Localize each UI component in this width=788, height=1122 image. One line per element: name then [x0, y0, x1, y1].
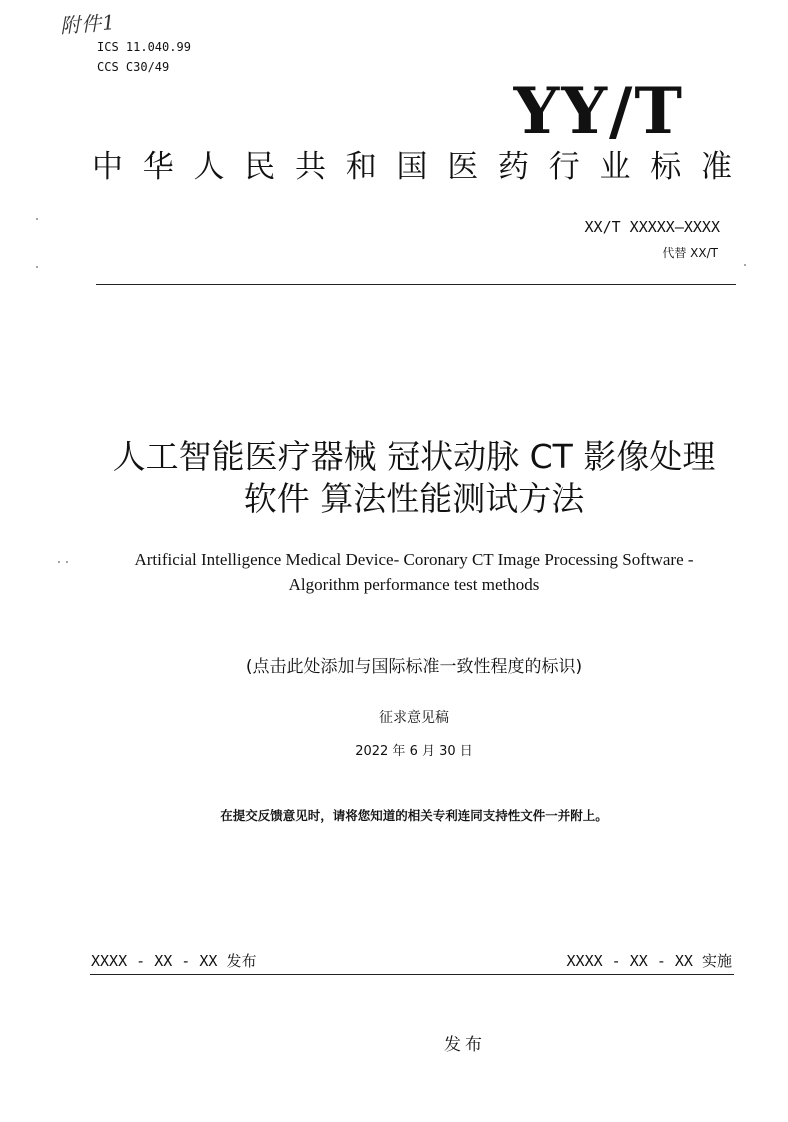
scan-speck [744, 264, 746, 266]
standard-name-char: 人 [193, 149, 225, 185]
standard-name-char: 标 [650, 149, 682, 185]
standard-name-char: 中 [92, 149, 123, 185]
scan-speck [66, 561, 68, 563]
issue-date: XXXX - XX - XX 发布 [91, 952, 257, 970]
ics-code: ICS 11.040.99 [97, 40, 191, 54]
header-divider [96, 284, 736, 285]
standard-name-char: 药 [498, 149, 529, 185]
standard-name-char: 准 [701, 149, 732, 185]
draft-status: 征求意见稿 [379, 710, 449, 726]
standard-code: XX/T XXXXX—XXXX [584, 218, 720, 236]
standard-name-char: 华 [142, 149, 174, 185]
scan-speck [58, 561, 60, 563]
conformance-placeholder[interactable]: (点击此处添加与国际标准一致性程度的标识) [245, 657, 583, 677]
standard-brand: YY/T [513, 74, 684, 149]
standard-name-char: 业 [599, 149, 631, 185]
publisher: 发布 [444, 1035, 486, 1055]
standard-name-char: 和 [345, 149, 377, 185]
standard-category-name [92, 149, 732, 185]
implementation-date: XXXX - XX - XX 实施 [566, 952, 732, 970]
title-en-line2: Algorithm performance test methods [288, 575, 540, 594]
ccs-code: CCS C30/49 [97, 60, 170, 74]
handwritten-annotation: 附件1 [59, 10, 117, 38]
standard-name-char: 国 [396, 149, 428, 185]
standard-name-char: 医 [447, 149, 479, 185]
replaces-note: 代替 XX/T [662, 246, 718, 260]
footer-divider [90, 974, 734, 975]
title-cn-line1: 人工智能医疗器械 冠状动脉 CT 影像处理 [112, 437, 716, 476]
title-cn-line2: 软件 算法性能测试方法 [243, 479, 585, 518]
title-en-line1: Artificial Intelligence Medical Device- Coronary CT Image Processing Software - [134, 550, 694, 569]
standard-name-char: 共 [295, 149, 326, 185]
patent-notice: 在提交反馈意见时，请将您知道的相关专利连同支持性文件一并附上。 [220, 808, 608, 823]
scan-speck [36, 266, 38, 268]
scan-speck [36, 218, 38, 220]
standard-name-char: 行 [548, 149, 580, 185]
standard-name-char: 民 [244, 149, 276, 185]
draft-date: 2022 年 6 月 30 日 [355, 744, 473, 759]
